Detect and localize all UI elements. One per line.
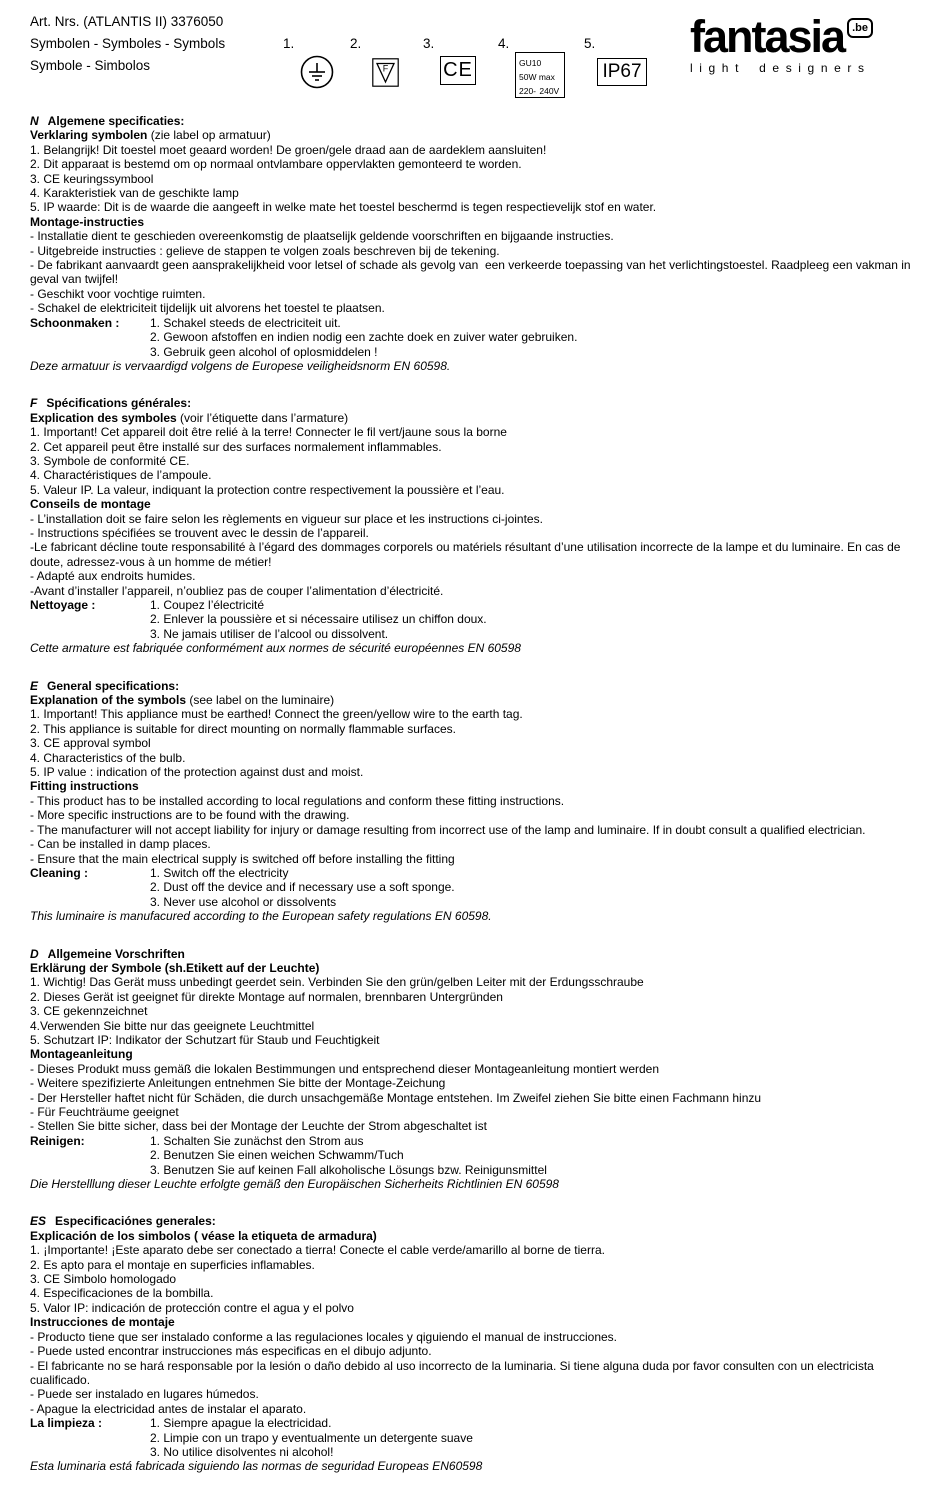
section-title-text: General specifications: — [47, 678, 180, 693]
symbol-item: 2. Es apto para el montaje en superficies inflamables. — [30, 1257, 315, 1272]
section-lang: D — [30, 946, 39, 961]
symbol-item: 3. CE approval symbol — [30, 736, 151, 751]
fitting-item: - Instructions spécifiées se trouvent avec le dessin de l’appareil. — [30, 525, 369, 540]
symbol-number-5: 5. — [584, 36, 596, 51]
fitting-item: - Apague la electricidad antes de instalar el aparato. — [30, 1401, 307, 1416]
symbol-item: 1. ¡Importante! ¡Este aparato debe ser conectado a tierra! Conecte el cable verde/amarillo al borne de tierra. — [30, 1243, 605, 1258]
fitting-item: - Producto tiene que ser instalado conforme a las regulaciones locales y qiguiendo el manual de instrucciones. — [30, 1329, 618, 1344]
fitting-heading: Conseils de montage — [30, 497, 151, 512]
symbol-item: 5. Valeur IP. La valeur, indiquant la protection contre respectivement la poussière et l’eau. — [30, 482, 505, 497]
symbol-item: 2. Dit apparaat is bestemd om op normaal ontvlambare oppervlakten gemonteerd te worden. — [30, 157, 522, 172]
fitting-heading: Montage-instructies — [30, 214, 145, 229]
symbol-item: 1. Wichtig! Das Gerät muss unbedingt geerdet sein. Verbinden Sie den grün/gelben Leiter mit der Erdungsschraube — [30, 975, 644, 990]
fitting-item: - The manufacturer will not accept liability for injury or damage resulting from incorrect use of the lamp and luminaire. If in doubt consult a qualified electrician. — [30, 822, 866, 837]
section-lang: N — [30, 114, 39, 128]
cleaning-items — [150, 1416, 922, 1459]
lamp-voltage-1: 220- — [519, 86, 537, 96]
logo-wordmark — [690, 11, 922, 62]
fitting-item: - Puede ser instalado en lugares húmedos. — [30, 1387, 259, 1402]
symbol-item: 5. Valor IP: indicación de protección contre el agua y el polvo — [30, 1300, 354, 1315]
fitting-item: - Für Feuchträume geeignet — [30, 1105, 179, 1119]
symbol-item: 3. CE keuringssymbool — [30, 171, 154, 186]
section-lang: F — [30, 396, 38, 411]
logo-tagline: light designers — [690, 61, 871, 75]
cleaning-item: 1. Schalten Sie zunächst den Strom aus — [150, 1133, 364, 1148]
cleaning-label: Nettoyage : — [30, 598, 96, 612]
fitting-item: - El fabricante no se hará responsable por la lesión o daño debido al uso incorrecto de la luminaria. Si tiene alguna duda por favor consulten con un electricista cualificado. — [30, 1358, 878, 1387]
document-header — [30, 11, 922, 106]
cleaning-label: Reinigen: — [30, 1133, 85, 1148]
symbol-number-2: 2. — [350, 36, 362, 51]
symbol-item: 4. Characteristics of the bulb. — [30, 750, 186, 765]
section-title-text: Allgemeine Vorschriften — [47, 946, 185, 961]
symbol-item: 2. Dieses Gerät ist geeignet für direkte Montage auf normalen, brennbaren Untergründen — [30, 989, 503, 1004]
section-footer: Cette armature est fabriquée conformément aux normes de sécurité européennes EN 60598 — [30, 641, 521, 656]
logo-brand-text: fantasia — [690, 11, 845, 62]
cleaning-item: 2. Gewoon afstoffen en indien nodig een zachte doek en zuiver water gebruiken. — [150, 330, 578, 345]
fitting-item: - Dieses Produkt muss gemäß die lokalen Bestimmungen und entsprechend dieser Montageanleitung montiert werden — [30, 1061, 660, 1076]
symbol-item: 4. Charactéristiques de l’ampoule. — [30, 468, 212, 483]
symbol-item: 2. Cet appareil peut être installé sur des surfaces normalement inflammables. — [30, 439, 442, 454]
symbol-item: 4.Verwenden Sie bitte nur das geeignete Leuchtmittel — [30, 1018, 315, 1033]
cleaning-item: 1. Siempre apague la electricidad. — [150, 1416, 332, 1431]
logo-domain-badge: .be — [847, 18, 873, 38]
fitting-item: - Weitere spezifizierte Anleitungen entnehmen Sie bitte der Montage-Zeichung — [30, 1076, 446, 1091]
cleaning-item: 2. Enlever la poussière et si nécessaire utilisez un chiffon doux. — [150, 612, 487, 627]
cleaning-item: 2. Limpie con un trapo y eventualmente un detergente suave — [150, 1430, 473, 1445]
fitting-item: - This product has to be installed according to local regulations and conform these fitting instructions. — [30, 793, 565, 808]
section-title-text: Spécifications générales: — [46, 396, 192, 411]
symbol-item: 1. Belangrijk! Dit toestel moet geaard worden! De groen/gele draad aan de aardeklem aansluiten! — [30, 142, 547, 157]
cleaning-items — [150, 866, 922, 909]
fitting-heading: Instrucciones de montaje — [30, 1315, 175, 1330]
section-title — [30, 679, 922, 693]
fantasia-logo — [690, 11, 922, 75]
cleaning-block — [30, 866, 922, 909]
section-footer: Die Herstelllung dieser Leuchte erfolgte gemäß den Europäischen Sicherheits Richtlinien EN 60598 — [30, 1177, 559, 1192]
cleaning-label: La limpieza : — [30, 1416, 103, 1431]
cleaning-item: 1. Coupez l’électricité — [150, 598, 265, 612]
cleaning-item: 3. No utilice disolventes ni alcohol! — [150, 1444, 334, 1459]
cleaning-items — [150, 316, 922, 359]
symbols-explain-heading: Erklärung der Symbole (sh.Etikett auf der Leuchte) — [30, 960, 320, 975]
fitting-item: - Ensure that the main electrical supply is switched off before installing the fitting — [30, 851, 455, 866]
cleaning-item: 2. Dust off the device and if necessary use a soft sponge. — [150, 880, 455, 895]
lamp-type: GU10 — [519, 58, 542, 68]
section-title — [30, 947, 922, 961]
cleaning-item: 3. Benutzen Sie auf keinen Fall alkoholische Lösungs bzw. Reinigunsmittel — [150, 1162, 547, 1177]
cleaning-block — [30, 1416, 922, 1459]
section-footer: Deze armatuur is vervaardigd volgens de Europese veiligheidsnorm EN 60598. — [30, 358, 451, 373]
cleaning-label: Schoonmaken : — [30, 315, 120, 330]
cleaning-label: Cleaning : — [30, 865, 89, 880]
section-english — [30, 679, 922, 924]
cleaning-block — [30, 1134, 922, 1177]
symbol-item: 5. Schutzart IP: Indikator der Schutzart für Staub und Feuchtigkeit — [30, 1032, 380, 1047]
fitting-heading: Montageanleitung — [30, 1047, 133, 1062]
section-spanish — [30, 1214, 922, 1473]
section-footer: Esta luminaria está fabricada siguiendo las normas de seguridad Europeas EN60598 — [30, 1459, 483, 1474]
fitting-item: - Adapté aux endroits humides. — [30, 569, 196, 584]
fitting-item: - More specific instructions are to be found with the drawing. — [30, 808, 350, 823]
section-footer: This luminaire is manufacured according to the European safety regulations EN 60598. — [30, 909, 492, 924]
symbols-explain-heading: Explanation of the symbols (see label on the luminaire) — [30, 693, 335, 708]
symbol-number-3: 3. — [423, 36, 435, 51]
symbol-number-1: 1. — [283, 36, 295, 51]
cleaning-item: 1. Schakel steeds de electriciteit uit. — [150, 315, 341, 330]
cleaning-block — [30, 598, 922, 641]
symbol-item: 3. CE gekennzeichnet — [30, 1004, 148, 1019]
symbols-title-line1: Symbolen - Symboles - Symbols — [30, 36, 226, 51]
fitting-item: - Can be installed in damp places. — [30, 837, 211, 852]
section-title — [30, 114, 922, 128]
symbol-item: 1. Important! This appliance must be earthed! Connect the green/yellow wire to the earth tag. — [30, 707, 523, 722]
fitting-item: - Schakel de elektriciteit tijdelijk uit alvorens het toestel te plaatsen. — [30, 301, 385, 316]
cleaning-item: 3. Never use alcohol or dissolvents — [150, 894, 337, 909]
fitting-heading: Fitting instructions — [30, 779, 139, 794]
symbols-explain-heading: Verklaring symbolen (zie label op armatuur) — [30, 128, 271, 143]
fitting-item: - Der Hersteller haftet nicht für Schäden, die durch unsachgemäße Montage entstehen. Im Zweifel ziehen Sie bitte einen Fachmann hinzu — [30, 1090, 762, 1105]
fitting-item: - Geschikt voor vochtige ruimten. — [30, 286, 206, 301]
ip-rating-badge: IP67 — [597, 58, 647, 86]
section-dutch — [30, 114, 922, 373]
cleaning-item: 1. Switch off the electricity — [150, 865, 289, 880]
symbol-item: 3. Symbole de conformité CE. — [30, 453, 190, 468]
symbol-item: 2. This appliance is suitable for direct mounting on normally flammable surfaces. — [30, 721, 456, 736]
section-title-text: Algemene specificaties: — [47, 114, 185, 128]
fitting-item: -Avant d’installer l’appareil, n’oubliez pas de couper l’alimentation d’électricité. — [30, 583, 444, 598]
flammable-surface-f-icon — [372, 58, 399, 90]
symbol-item: 4. Especificaciones de la bombilla. — [30, 1286, 214, 1301]
article-number-line: Art. Nrs. (ATLANTIS II) 3376050 — [30, 14, 224, 29]
cleaning-item: 3. Ne jamais utiliser de l’alcool ou dissolvent. — [150, 626, 389, 641]
instructions-content — [30, 114, 922, 1474]
symbol-item: 1. Important! Cet appareil doit être relié à la terre! Connecter le fil vert/jaune sous la borne — [30, 425, 507, 440]
symbol-item: 4. Karakteristiek van de geschikte lamp — [30, 186, 239, 201]
ce-mark-icon: CE — [440, 56, 476, 85]
section-title-text: Especificaciónes generales: — [55, 1214, 216, 1229]
section-lang: ES — [30, 1214, 47, 1229]
section-german — [30, 947, 922, 1192]
fitting-item: - Uitgebreide instructies : gelieve de stappen te volgen zoals beschreven bij de tekening. — [30, 243, 500, 258]
lamp-spec-label — [515, 52, 565, 98]
cleaning-items — [150, 1134, 922, 1177]
section-lang: E — [30, 678, 39, 693]
lamp-wattage: 50W max — [519, 72, 555, 82]
symbols-explain-heading: Explicación de los simbolos ( véase la etiqueta de armadura) — [30, 1228, 377, 1243]
section-title — [30, 1214, 922, 1228]
symbol-item: 3. CE Simbolo homologado — [30, 1272, 177, 1287]
fitting-item: - De fabrikant aanvaardt geen aansprakelijkheid voor letsel of schade als gevolg van een verkeerde toepassing van het verlichtingstoestel. Raadpleeg een vakman in geval van twijfel! — [30, 258, 914, 287]
fitting-item: -Le fabricant décline toute responsabilité à l’égard des dommages corporels ou matériels résultant d’une utilisation incorrecte de la lampe et du luminaire. En cas de doute, adressez-vous à un homme de métier! — [30, 540, 904, 569]
cleaning-item: 3. Gebruik geen alcohol of oplosmiddelen ! — [150, 344, 378, 359]
section-title — [30, 396, 922, 410]
symbol-number-4: 4. — [498, 36, 510, 51]
cleaning-item: 2. Benutzen Sie einen weichen Schwamm/Tuch — [150, 1148, 404, 1163]
symbols-explain-heading: Explication des symboles (voir l’étiquette dans l’armature) — [30, 410, 349, 425]
cleaning-block — [30, 316, 922, 359]
fitting-item: - L’installation doit se faire selon les règlements en vigueur sur place et les instructions ci-jointes. — [30, 511, 543, 526]
cleaning-items — [150, 598, 922, 641]
lamp-voltage-2: 240V — [539, 86, 560, 96]
earth-ground-icon — [300, 54, 334, 93]
fitting-item: - Stellen Sie bitte sicher, dass bei der Montage der Leuchte der Strom abgeschaltet ist — [30, 1119, 487, 1134]
fitting-item: - Puede usted encontrar instrucciones más especificas en el dibujo adjunto. — [30, 1344, 432, 1359]
symbols-title-line2: Symbole - Simbolos — [30, 58, 151, 73]
f-letter: F — [382, 63, 389, 74]
symbol-item: 5. IP waarde: Dit is de waarde die aangeeft in welke mate het toestel beschermd is tegen respectievelijk stof en water. — [30, 200, 657, 215]
fitting-item: - Installatie dient te geschieden overeenkomstig de plaatselijk geldende voorschriften en bijgaande instructies. — [30, 229, 614, 244]
symbol-item: 5. IP value : indication of the protection against dust and moist. — [30, 765, 364, 780]
section-french — [30, 396, 922, 655]
